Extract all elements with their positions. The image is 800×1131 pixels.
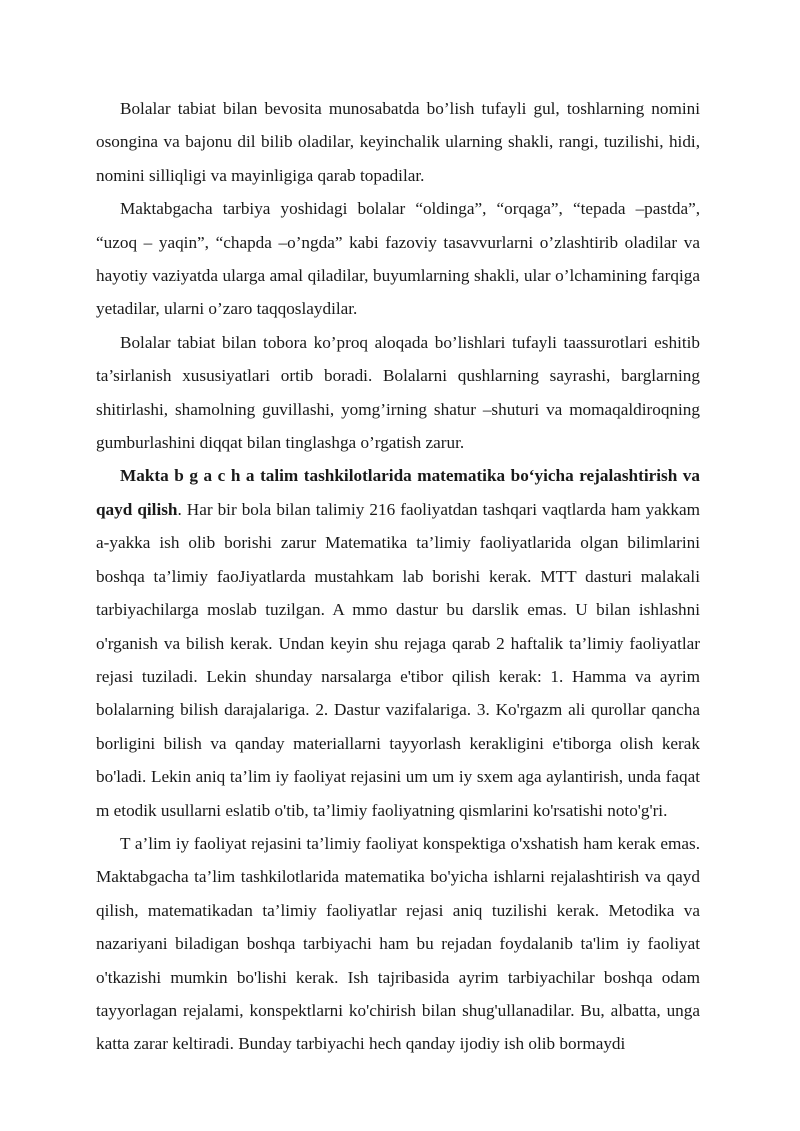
section-heading: Makta b g a c h a talim tashkilotlarida matematika bo‘yicha rejalashtirish va qayd qilish <box>96 466 700 519</box>
paragraph-4 <box>96 459 700 826</box>
paragraph-3 <box>96 326 700 460</box>
document-page <box>96 92 700 1061</box>
paragraph-2-text: Maktabgacha tarbiya yoshidagi bolalar “oldinga”, “orqaga”, “tepada –pastda”, “uzoq – yaqin”, “chapda –o’ngda” kabi fazoviy tasavvurlarni o’zlashtirib oladilar va hayotiy vaziyatda ularga amal qiladilar, buyumlarning shakli, ular o’lchamining farqiga yetadilar, ularni o’zaro taqqoslaydilar. <box>96 199 700 319</box>
paragraph-5-text: T a’lim iy faoliyat rejasini ta’limiy faoliyat konspektiga o'xshatish ham kerak emas. Maktabgacha ta’lim tashkilotlarida matematika bo'yicha ishlarni rejalashtirish va qayd qilish, matematikadan ta’limiy faoliyatlar rejasi aniq tuzilishi kerak. Metodika va nazariyani biladigan boshqa tarbiyachi ham bu rejadan foydalanib ta'lim iy faoliyat o'tkazishi mumkin bo'lishi kerak. Ish tajribasida ayrim tarbiyachilar boshqa odam tayyorlagan rejalami, konspektlarni ko'chirish bilan shug'ullanadilar. Bu, albatta, unga katta zarar keltiradi. Bunday tarbiyachi hech qanday ijodiy ish olib bormaydi <box>96 833 700 1054</box>
paragraph-3-text: Bolalar tabiat bilan tobora ko’proq aloqada bo’lishlari tufayli taassurotlari eshitib ta’sirlanish xususiyatlari ortib boradi. Bolalarni qushlarning sayrashi, barglarning shitirlashi, shamolning guvillashi, yomg’irning shatur –shuturi va momaqaldiroqning gumburlashini diqqat bilan tinglashga o’rgatish zarur. <box>96 332 700 453</box>
paragraph-4-text: . Har bir bola bilan talimiy 216 faoliyatdan tashqari vaqtlarda ham yakkam a-yakka ish olib borishi zarur Matematika ta’limiy faoliyatlarida olgan bilimlarini boshqa ta’limiy faoJiyatlarda mustahkam lab borishi kerak. MTT dasturi malakali tarbiyachilarga moslab tuzilgan. A mmo dastur bu darslik emas. U bilan ishlashni o'rganish va bilish kerak. Undan keyin shu rejaga qarab 2 haftalik ta’limiy faoliyatlar rejasi tuziladi. Lekin shunday narsalarga e'tibor qilish kerak: 1. Hamma va ayrim bolalarning bilish darajalariga. 2. Dastur vazifalariga. 3. Ko'rgazm ali qurollar qancha borligini bilish va qanday materiallarni tayyorlash kerakligini e'tiborga olish kerak bo'ladi. Lekin aniq ta’lim iy faoliyat rejasini um um iy sxem aga aylantirish, unda faqat m etodik usullarni eslatib o'tib, ta’limiy faoliyatning qismlarini ko'rsatishi noto'g'ri. <box>96 499 700 820</box>
paragraph-1-text: Bolalar tabiat bilan bevosita munosabatda bo’lish tufayli gul, toshlarning nomini osongina va bajonu dil bilib oladilar, keyinchalik ularning shakli, rangi, tuzilishi, hidi, nomini silliqligi va mayinligiga qarab topadilar. <box>96 99 700 185</box>
paragraph-2 <box>96 192 700 326</box>
paragraph-1 <box>96 92 700 192</box>
paragraph-5 <box>96 827 700 1061</box>
